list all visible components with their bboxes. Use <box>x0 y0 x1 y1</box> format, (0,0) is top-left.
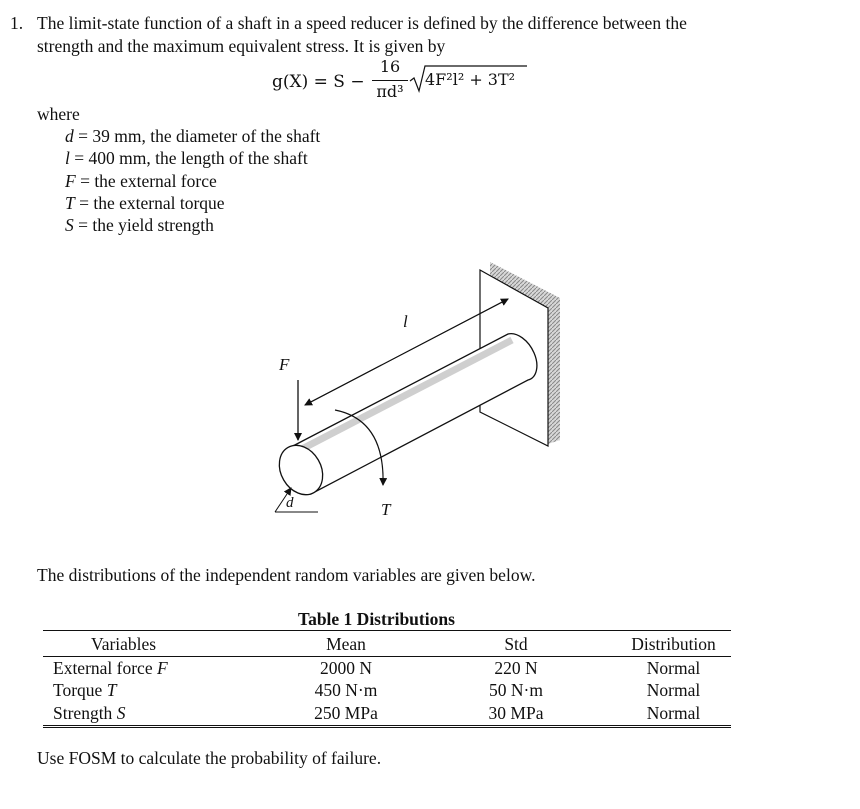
header-std: Std <box>416 631 616 657</box>
definition-d: d = 39 mm, the diameter of the shaft <box>65 126 321 146</box>
label-d: d <box>286 495 294 511</box>
intro-line-2: strength and the maximum equivalent stress. It is given by <box>37 36 446 56</box>
formula-radicand: 4F²l² + 3T² <box>425 70 516 89</box>
variable-name: Strength S <box>43 702 276 726</box>
mean-value: 450 N·m <box>314 680 378 701</box>
distribution-value: Normal <box>616 702 731 726</box>
label-l: l <box>403 312 408 331</box>
label-T: T <box>381 500 391 519</box>
intro-line-1: The limit-state function of a shaft in a speed reducer is defined by the difference between the <box>37 13 687 33</box>
closing-instruction: Use FOSM to calculate the probability of failure. <box>37 748 382 768</box>
header-distribution: Distribution <box>616 631 731 657</box>
mean-value: 250 MPa <box>276 702 416 726</box>
formula-denominator: πd³ <box>376 82 404 101</box>
definition-T: T = the external torque <box>65 193 225 213</box>
formula-lhs: g(X) = S − <box>272 72 365 92</box>
table-row <box>43 702 731 726</box>
distributions-table <box>43 630 731 728</box>
definition-F: F = the external force <box>65 171 217 191</box>
header-mean: Mean <box>276 631 416 657</box>
distributions-sentence: The distributions of the independent random variables are given below. <box>37 565 536 585</box>
table-row <box>43 657 731 680</box>
variable-name: Torque T <box>53 680 117 701</box>
definition-l: l = 400 mm, the length of the shaft <box>65 148 308 168</box>
std-value: 50 N·m <box>489 680 543 701</box>
distribution-value: Normal <box>646 680 701 701</box>
header-variables: Variables <box>43 631 276 657</box>
definition-S: S = the yield strength <box>65 215 214 235</box>
label-F: F <box>279 355 290 374</box>
problem-number: 1. <box>10 13 24 33</box>
table-header-row <box>43 631 731 657</box>
std-value: 220 N <box>494 657 538 678</box>
mean-value: 2000 N <box>319 657 372 678</box>
variable-name: External force F <box>53 657 168 678</box>
formula-numerator: 16 <box>379 57 401 76</box>
distribution-value: Normal <box>646 657 701 678</box>
table-caption: Table 1 Distributions <box>298 609 455 629</box>
where-label: where <box>37 104 80 124</box>
std-value: 30 MPa <box>416 702 616 726</box>
table-row <box>43 680 731 703</box>
